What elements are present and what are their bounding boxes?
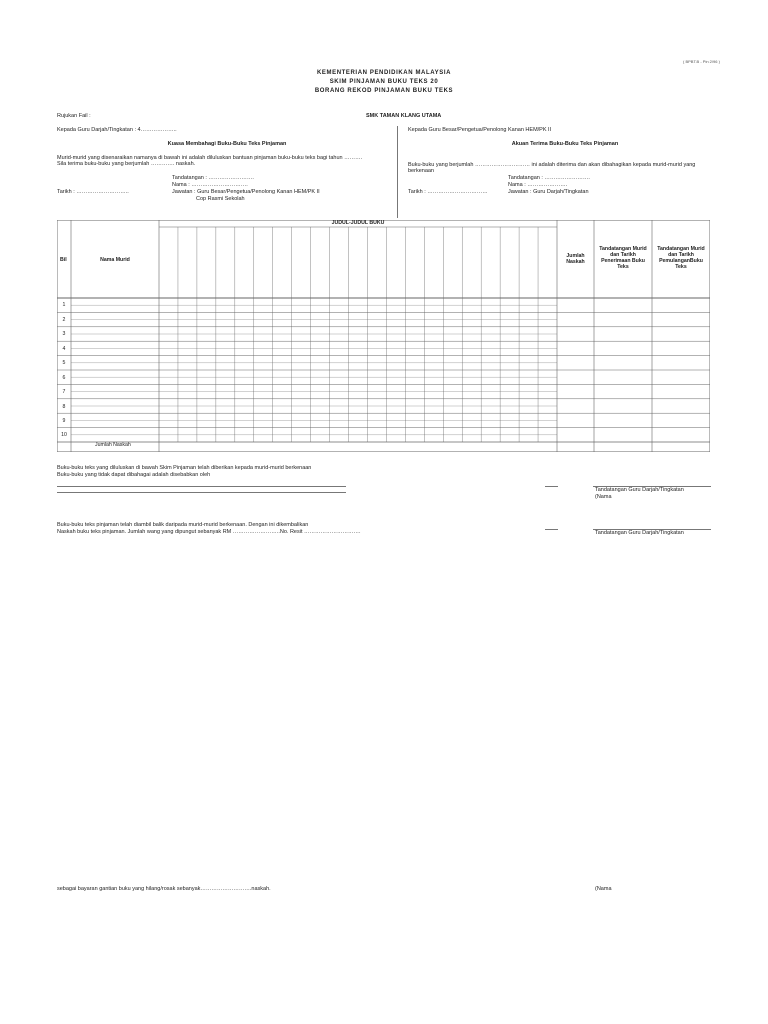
form-code: ( BPBT.B - Pin 2/96 )	[683, 59, 720, 64]
total-copies-footer: Jumlah Naskah	[95, 442, 131, 448]
row-number-8: 8	[62, 404, 66, 410]
row-number-3: 3	[62, 331, 66, 337]
reason-line-2	[57, 492, 346, 493]
left-date: Tarikh : ………………………..	[57, 189, 129, 195]
row-number-4: 4	[62, 346, 66, 352]
right-name: Nama : ………………….	[508, 182, 568, 188]
teacher-signature-label-1: Tandatangan Guru Darjah/Tingkatan	[595, 487, 684, 493]
receipt-line-2: dan Tarikh	[610, 252, 636, 258]
col-header-book-titles: JUDUL-JUDUL BUKU	[331, 220, 385, 226]
left-to-line: Kepada Guru Darjah/Tingkatan : 4………………..	[57, 127, 177, 133]
receipt-line-4: Teks	[617, 264, 629, 270]
form-title: BORANG REKOD PINJAMAN BUKU TEKS	[314, 88, 454, 94]
col-header-return-signature	[652, 246, 710, 270]
col-header-receipt-signature	[594, 246, 652, 270]
distribution-note: Buku-buku teks yang diluluskan di bawah Skim Pinjaman telah diberikan kepada murid-murid berkenaan	[57, 465, 312, 471]
row-number-1: 1	[62, 302, 66, 308]
row-number-7: 7	[62, 389, 66, 395]
row-number-9: 9	[62, 418, 66, 424]
right-para-1: Buku-buku yang berjumlah ………………………… ini adalah diterima dan akan dibahagikan kepada murid-murid yang	[408, 162, 696, 168]
left-heading: Kuasa Membahagi Buku-Buku Teks Pinjaman	[167, 141, 287, 147]
total-copies-line-1: Jumlah	[566, 253, 585, 259]
row-number-6: 6	[62, 375, 66, 381]
row-number-10: 10	[61, 432, 67, 438]
return-line-4: Teks	[675, 264, 687, 270]
right-heading: Akuan Terima Buku-Buku Teks Pinjaman	[511, 141, 619, 147]
col-header-bil: Bil	[60, 257, 67, 263]
reason-line-1	[57, 486, 346, 487]
undistributed-note: Buku-buku yang tidak dapat dibahagai adalah disebabkan oleh	[57, 472, 211, 478]
right-para-2: berkenaan	[408, 168, 434, 174]
file-reference: Rujukan Fail :	[57, 113, 91, 119]
receipt-line-1: Tandatangan Murid	[599, 246, 647, 252]
return-line-3: PemulanganBuku	[659, 258, 703, 264]
col-header-student-name: Nama Murid	[100, 257, 130, 263]
right-to-line: Kepada Guru Besar/Pengetua/Penolong Kanan HEM/PK II	[408, 127, 552, 133]
school-name: SMK TAMAN KLANG UTAMA	[366, 113, 442, 119]
left-para-1: Murid-murid yang disenaraikan namanya di bawah ini adalah diluluskan bantuan pinjaman buku-buku teks bagi tahun ……….	[57, 155, 363, 161]
return-note-2: Naskah buku teks pinjaman. Jumlah wang yang dipungut sebanyak RM ……………………..No. Resit ………………………….	[57, 529, 361, 535]
right-signature: Tandatangan : …………………….	[508, 175, 590, 181]
return-note-1: Buku-buku teks pinjaman telah diambil balik daripada murid-murid berkenaan. Dengan ini dikembalikan	[57, 522, 309, 528]
left-name: Nama : ………………………….	[172, 182, 248, 188]
receipt-line-3: Penerimaan Buku	[601, 258, 645, 264]
left-position: Jawatan : Guru Besar/Pengetua/Penolong Kanan HEM/PK II	[172, 189, 320, 195]
col-header-total-copies	[557, 253, 594, 265]
teacher-name-label-1: (Nama	[595, 494, 612, 500]
return-line-1: Tandatangan Murid	[657, 246, 705, 252]
teacher-name-label-2: (Nama	[595, 886, 612, 892]
teacher-signature-label-2: Tandatangan Guru Darjah/Tingkatan	[595, 530, 684, 536]
right-position: Jawatan : Guru Darjah/Tingkatan	[508, 189, 589, 195]
total-copies-line-2: Naskah	[566, 259, 585, 265]
loan-record-table	[57, 220, 710, 452]
left-para-2: Sila terima buku-buku yang berjumlah …………. naskah.	[57, 161, 196, 167]
ministry-title: KEMENTERIAN PENDIDIKAN MALAYSIA	[316, 70, 452, 76]
row-number-5: 5	[62, 360, 66, 366]
replacement-payment-note: sebagai bayaran gantian buku yang hilang/rosak sebanyak……………………….naskah.	[57, 886, 271, 892]
return-line-2: dan Tarikh	[668, 252, 694, 258]
scheme-title: SKIM PINJAMAN BUKU TEKS 20	[329, 79, 439, 85]
signature-dash-1	[545, 486, 558, 487]
row-number-2: 2	[62, 317, 66, 323]
right-date: Tarikh : ……………………………	[408, 189, 488, 195]
left-signature: Tandatangan : …………………….	[172, 175, 254, 181]
panel-divider	[397, 126, 398, 218]
left-stamp: Cop Rasmi Sekolah	[196, 196, 245, 202]
signature-dash-2	[545, 529, 558, 530]
